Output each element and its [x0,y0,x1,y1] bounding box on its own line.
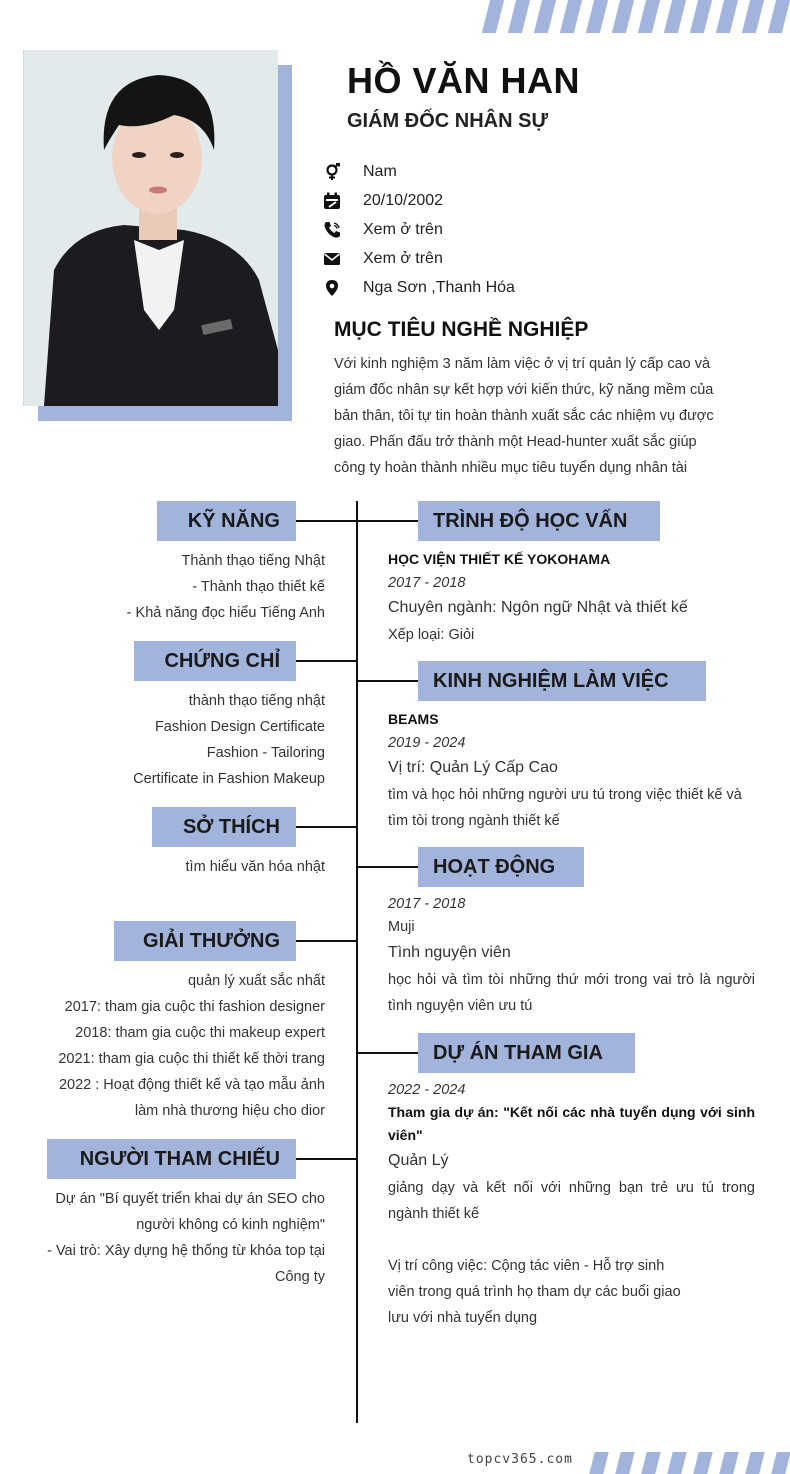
education-major: Chuyên ngành: Ngôn ngữ Nhật và thiết kế [388,599,688,616]
activities-period: 2017 - 2018 [388,896,466,912]
education-period: 2017 - 2018 [388,575,466,591]
candidate-name: HỒ VĂN HAN [347,60,581,101]
education-connector [358,520,418,522]
activities-org: Muji [388,919,415,935]
awards-connector [296,940,356,942]
info-email: Xem ở trên [323,247,443,271]
certificates-list: thành thạo tiếng nhật Fashion Design Certificate Fashion - Tailoring Certificate in Fashion Makeup [133,693,325,787]
references-connector [296,1158,356,1160]
education-school: HỌC VIỆN THIẾT KẾ YOKOHAMA [388,551,611,567]
hobbies-list: tìm hiểu văn hóa nhật [185,859,325,875]
projects-role: Quản Lý [388,1152,449,1169]
projects-connector [358,1052,418,1054]
skills-connector [296,520,356,522]
info-location: Nga Sơn ,Thanh Hóa [323,276,515,300]
projects-desc: giảng dạy và kết nối với những bạn trẻ ưu tú trong ngành thiết kế [388,1180,755,1222]
projects-heading: DỰ ÁN THAM GIA [418,1033,635,1073]
hobbies-connector [296,826,356,828]
footer-site: topcv365.com [467,1452,573,1467]
job-title: GIÁM ĐỐC NHÂN SỰ [347,110,549,132]
skills-heading: KỸ NĂNG [157,501,296,541]
references-heading: NGƯỜI THAM CHIẾU [47,1139,296,1179]
info-birthday: 20/10/2002 [323,189,443,213]
experience-heading: KINH NGHIỆM LÀM VIỆC [418,661,706,701]
projects-block: 2022 - 2024 Tham gia dự án: "Kết nối các nhà tuyển dụng với sinh viên" Quản Lý giảng dạy và kết nối với những bạn trẻ ưu tú trong ngành thiết kế Vị trí công việc: Cộng tác viên - Hỗ trợ sinh viên trong quá trình họ tham dự các buổi giao lưu với nhà tuyển dụng [388,1079,755,1331]
certificates-connector [296,660,356,662]
experience-desc: tìm và học hỏi những người ưu tú trong việc thiết kế và tìm tòi trong ngành thiết kế [388,787,742,829]
awards-list: quản lý xuất sắc nhất 2017: tham gia cuộc thi fashion designer 2018: tham gia cuộc thi makeup expert 2021: tham gia cuộc thi thiết kế thời trang 2022 : Hoạt động thiết kế và tạo mẫu ảnh làm nhà thương hiệu cho dior [58,973,325,1119]
experience-company: BEAMS [388,711,439,727]
activities-block [388,893,755,1019]
hobbies-heading: SỞ THÍCH [152,807,296,847]
activities-role: Tình nguyện viên [388,944,511,961]
info-gender: Nam [323,160,397,184]
phone-icon [323,221,341,239]
education-heading: TRÌNH ĐỘ HỌC VẤN [418,501,660,541]
education-grade: Xếp loại: Giỏi [388,627,475,643]
profile-photo [23,50,278,406]
references-list: Dự án "Bí quyết triển khai dự án SEO cho người không có kinh nghiệm" - Vai trò: Xây dựng hệ thống từ khóa top tại Công ty [47,1191,325,1285]
experience-position: Vị trí: Quản Lý Cấp Cao [388,759,558,776]
location-icon [323,279,341,297]
experience-connector [358,680,418,682]
activities-connector [358,866,418,868]
objective-title: MỤC TIÊU NGHỀ NGHIỆP [334,318,589,341]
experience-block [388,706,755,834]
info-phone: Xem ở trên [323,218,443,242]
email-icon [323,250,341,268]
bottom-stripes-decoration [588,1452,790,1474]
activities-desc: học hỏi và tìm tòi những thứ mới trong vai trò là người tình nguyện viên ưu tú [388,972,755,1014]
skills-list: Thành thạo tiếng Nhật - Thành thạo thiết kế - Khả năng đọc hiểu Tiếng Anh [126,553,325,621]
experience-period: 2019 - 2024 [388,735,466,751]
objective-text: Với kinh nghiệm 3 năm làm việc ở vị trí quản lý cấp cao và giám đốc nhân sự kết hợp với kiến thức, kỹ năng mềm của bản thân, tôi tự tin hoàn thành xuất sắc các nhiệm vụ được giao. Phấn đấu trở thành một Head-hunter xuất sắc giúp công ty hoàn thành nhiều mục tiêu tuyển dụng nhân tài [334,356,714,476]
projects-period: 2022 - 2024 [388,1082,466,1098]
top-stripes-decoration [480,0,790,33]
certificates-heading: CHỨNG CHỈ [134,641,296,681]
calendar-icon [323,192,341,210]
gender-icon [323,163,341,181]
awards-heading: GIẢI THƯỞNG [114,921,296,961]
education-block [388,546,755,648]
activities-heading: HOẠT ĐỘNG [418,847,584,887]
projects-name: Tham gia dự án: "Kết nối các nhà tuyển dụng với sinh viên" [388,1104,755,1143]
timeline-line [356,501,358,1423]
